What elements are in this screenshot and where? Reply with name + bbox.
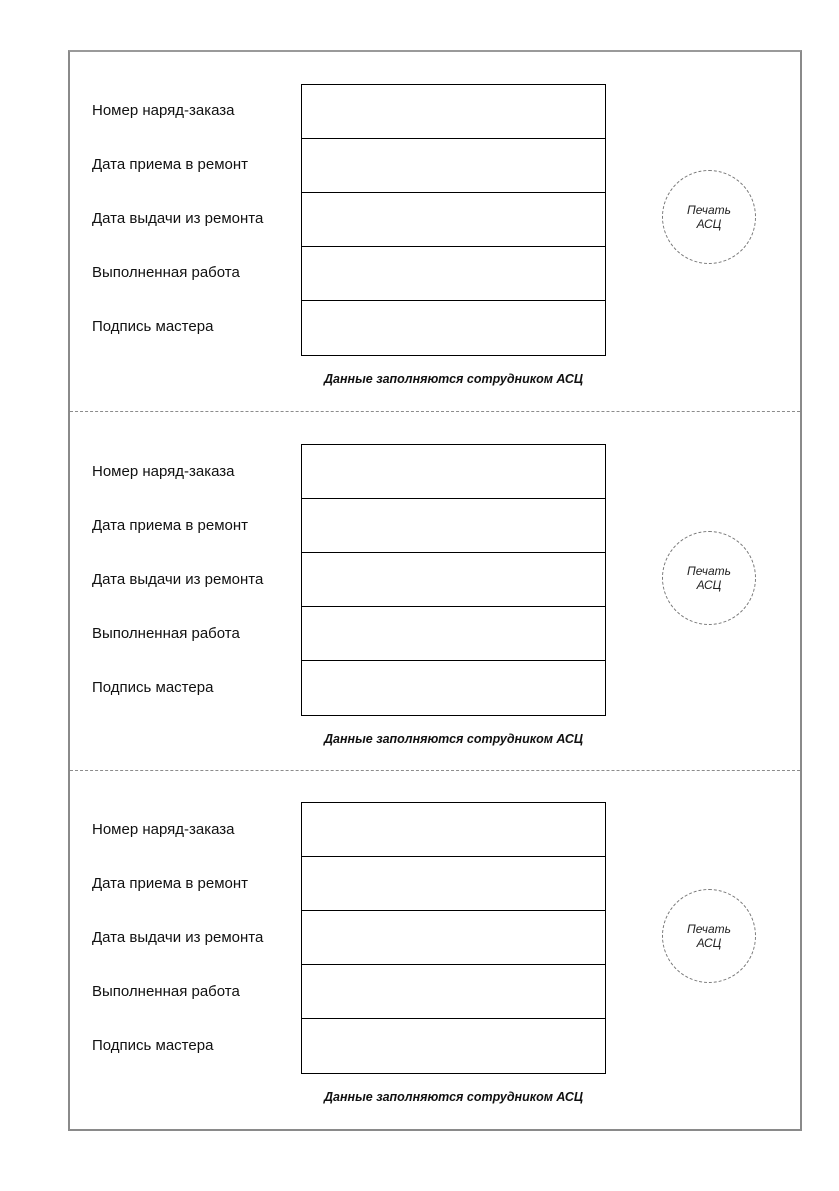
- repair-coupon-3: [70, 771, 800, 1130]
- field-master-signature[interactable]: [302, 301, 605, 355]
- stamp-line-1: Печать: [687, 203, 731, 217]
- label-work-done: Выполненная работа: [92, 983, 240, 1000]
- label-intake-date: Дата приема в ремонт: [92, 517, 249, 534]
- field-release-date[interactable]: [302, 193, 605, 247]
- label-master-signature: Подпись мастера: [92, 1037, 214, 1054]
- field-release-date[interactable]: [302, 911, 605, 965]
- field-work-done[interactable]: [302, 247, 605, 301]
- fields-table: [301, 444, 606, 716]
- label-release-date: Дата выдачи из ремонта: [92, 929, 264, 946]
- stamp-line-2: АСЦ: [696, 217, 722, 231]
- fields-table: [301, 802, 606, 1074]
- label-work-done: Выполненная работа: [92, 264, 240, 281]
- field-master-signature[interactable]: [302, 1019, 605, 1073]
- label-intake-date: Дата приема в ремонт: [92, 875, 249, 892]
- label-release-date: Дата выдачи из ремонта: [92, 571, 264, 588]
- fields-table: [301, 84, 606, 356]
- fill-note: Данные заполняются сотрудником АСЦ: [324, 1090, 583, 1104]
- stamp-placeholder: [662, 889, 756, 983]
- repair-coupon-2: [70, 413, 800, 772]
- field-release-date[interactable]: [302, 553, 605, 607]
- stamp-line-1: Печать: [687, 922, 731, 936]
- field-intake-date[interactable]: [302, 857, 605, 911]
- field-order-number[interactable]: [302, 85, 605, 139]
- repair-coupon-1: [70, 52, 800, 411]
- field-order-number[interactable]: [302, 803, 605, 857]
- stamp-line-2: АСЦ: [696, 936, 722, 950]
- field-work-done[interactable]: [302, 607, 605, 661]
- warranty-coupon-sheet: [68, 50, 802, 1131]
- field-order-number[interactable]: [302, 445, 605, 499]
- stamp-placeholder: [662, 531, 756, 625]
- label-work-done: Выполненная работа: [92, 625, 240, 642]
- fill-note: Данные заполняются сотрудником АСЦ: [324, 732, 583, 746]
- label-release-date: Дата выдачи из ремонта: [92, 210, 264, 227]
- stamp-line-2: АСЦ: [696, 578, 722, 592]
- label-order-number: Номер наряд-заказа: [92, 463, 235, 480]
- field-master-signature[interactable]: [302, 661, 605, 715]
- label-master-signature: Подпись мастера: [92, 679, 214, 696]
- cut-line: [70, 411, 800, 412]
- fill-note: Данные заполняются сотрудником АСЦ: [324, 372, 583, 386]
- label-order-number: Номер наряд-заказа: [92, 821, 235, 838]
- field-work-done[interactable]: [302, 965, 605, 1019]
- field-intake-date[interactable]: [302, 139, 605, 193]
- label-order-number: Номер наряд-заказа: [92, 102, 235, 119]
- stamp-placeholder: [662, 170, 756, 264]
- label-intake-date: Дата приема в ремонт: [92, 156, 249, 173]
- field-intake-date[interactable]: [302, 499, 605, 553]
- stamp-line-1: Печать: [687, 564, 731, 578]
- label-master-signature: Подпись мастера: [92, 318, 214, 335]
